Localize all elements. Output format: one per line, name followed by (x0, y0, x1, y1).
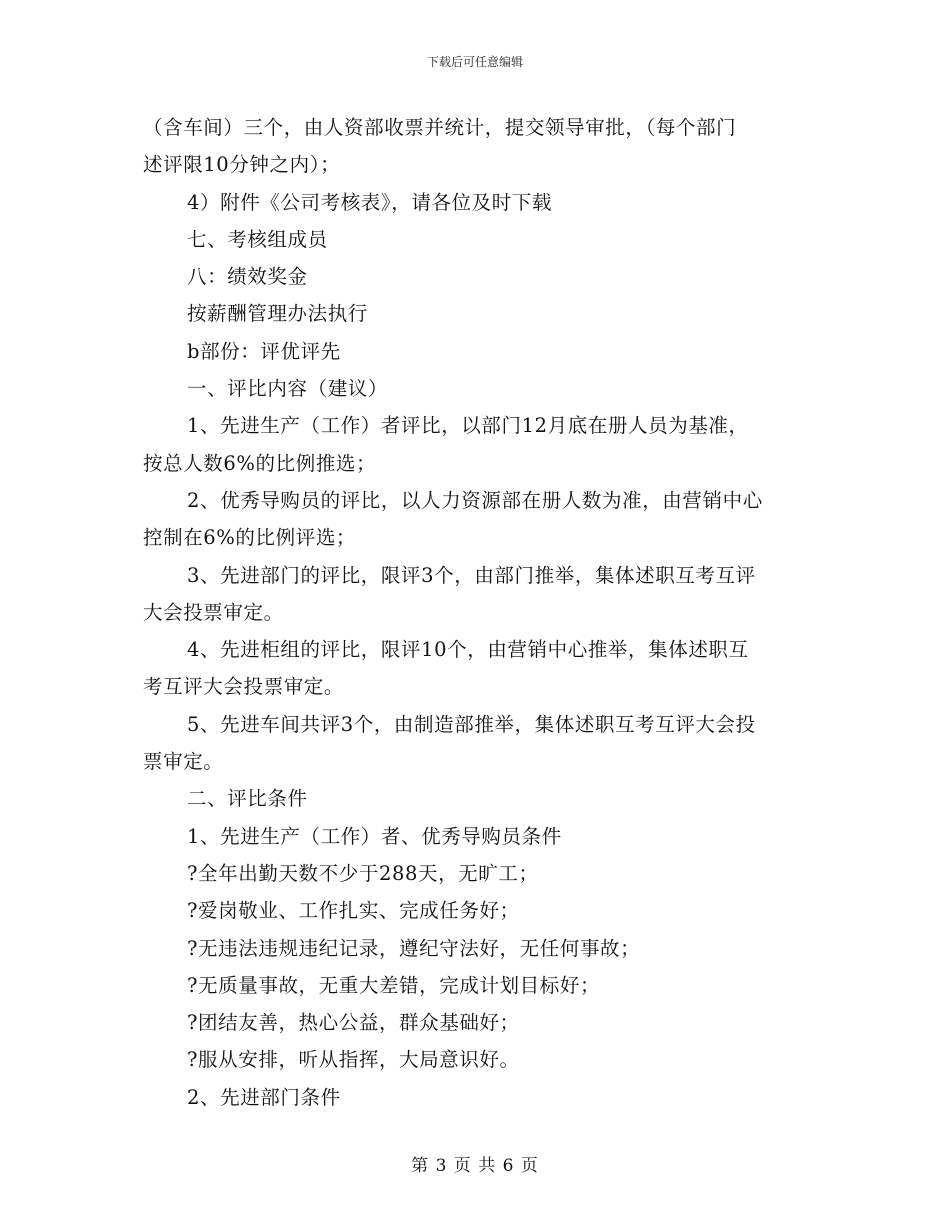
subsection-heading: 1、先进生产（工作）者、优秀导购员条件 (187, 824, 562, 848)
body-line: 5、先进车间共评3个，由制造部推举，集体述职互考互评大会投 (187, 712, 756, 736)
body-line: 票审定。 (143, 750, 224, 774)
list-item: ?全年出勤天数不少于288天，无旷工； (187, 861, 539, 885)
list-item: ?爱岗敬业、工作扎实、完成任务好； (187, 899, 520, 923)
body-line: 控制在6%的比例评选； (143, 526, 357, 550)
body-line: 按薪酬管理办法执行 (187, 302, 368, 326)
body-line: 2、优秀导购员的评比，以人力资源部在册人数为准，由营销中心 (187, 488, 763, 512)
list-item: ?服从安排，听从指挥，大局意识好。 (187, 1048, 520, 1072)
list-item: ?无违法违规违纪记录，遵纪守法好，无任何事故； (187, 936, 641, 960)
section-heading: 二、评比条件 (187, 787, 308, 811)
body-line: 1、先进生产（工作）者评比，以部门12月底在册人员为基准， (187, 414, 749, 438)
section-heading: 八：绩效奖金 (187, 265, 308, 289)
subsection-heading: 2、先进部门条件 (187, 1085, 341, 1109)
body-line: （含车间）三个，由人资部收票并统计，提交领导审批，（每个部门 (143, 116, 737, 139)
body-line: 3、先进部门的评比，限评3个，由部门推举，集体述职互考互评 (187, 563, 756, 587)
section-heading: 一、评比内容（建议） (187, 377, 389, 401)
body-line: 4、先进柜组的评比，限评10个，由营销中心推举，集体述职互 (187, 638, 749, 662)
page-header: 下载后可任意编辑 (426, 55, 523, 69)
page-number-footer: 第 3 页 共 6 页 (411, 1156, 539, 1176)
list-item: ?无质量事故，无重大差错，完成计划目标好； (187, 973, 601, 997)
section-heading: 七、考核组成员 (187, 227, 328, 251)
section-heading: b部份：评优评先 (187, 339, 341, 363)
document-body (143, 109, 811, 1116)
body-line: 大会投票审定。 (143, 600, 284, 624)
body-line: 4）附件《公司考核表》，请各位及时下载 (187, 190, 553, 214)
body-line: 按总人数6%的比例推选； (143, 451, 377, 475)
body-line: 考互评大会投票审定。 (143, 675, 345, 699)
list-item: ?团结友善，热心公益，群众基础好； (187, 1011, 520, 1035)
body-line: 述评限10分钟之内）； (143, 153, 341, 177)
